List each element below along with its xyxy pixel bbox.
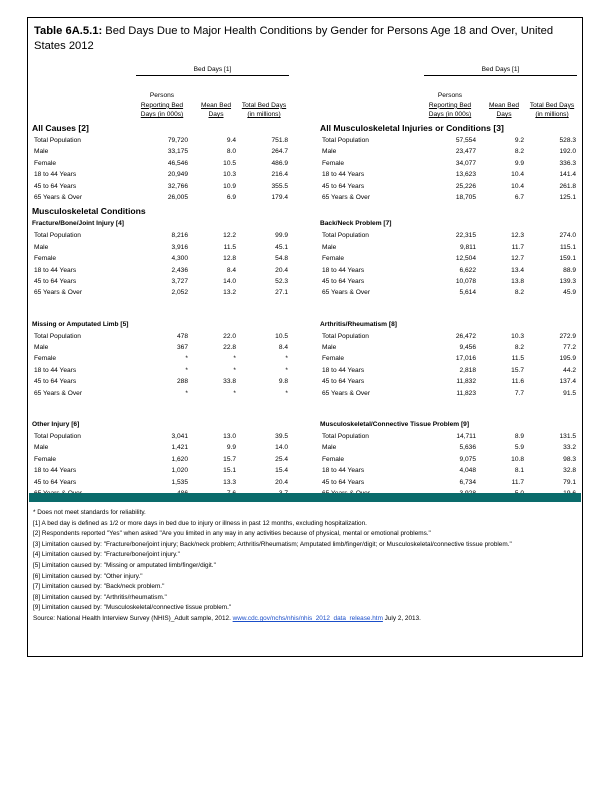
persons-value: 79,720 [167,137,188,144]
persons-value: 6,622 [459,266,476,274]
total-value: 91.5 [563,389,576,397]
table-row [32,181,292,192]
table-row [32,135,292,146]
table-row [320,465,580,476]
persons-value: * [185,366,188,374]
footnote: [6] Limitation caused by: "Other injury." [33,572,143,580]
persons-value: 18,705 [455,193,476,201]
total-value: 32.8 [563,467,576,475]
row-label: 18 to 44 Years [322,171,365,179]
total-value: 137.4 [559,378,576,386]
persons-value: 11,832 [456,378,476,386]
row-label: 45 to 64 Years [34,478,77,486]
row-label: 18 to 44 Years [322,266,365,274]
persons-value: 6,734 [459,478,476,486]
row-label: Male [34,148,49,156]
row-label: 65 Years & Over [34,289,83,297]
mean-value: 22.8 [223,344,236,352]
persons-value: 20,949 [167,171,188,179]
row-label: Total Population [322,332,369,340]
persons-value: 4,300 [171,255,188,263]
mean-value: 15.7 [223,455,236,463]
row-label: 18 to 44 Years [322,366,365,374]
total-value: 192.0 [559,148,576,156]
row-label: 65 Years & Over [322,289,371,297]
persons-value: 9,811 [459,243,476,251]
row-label: Total Population [322,232,369,240]
mean-value: * [233,355,236,363]
persons-value: 10,078 [455,277,476,285]
row-label: Male [322,243,337,251]
row-label: 45 to 64 Years [322,182,365,190]
total-value: 45.9 [563,289,576,297]
section-title: Musculoskeletal/Connective Tissue Problem [9] [320,421,470,429]
mean-value: 9.2 [514,137,524,144]
section-title: Arthritis/Rheumatism [8] [320,320,397,328]
table-row [32,342,292,353]
total-value: 39.5 [275,433,288,441]
mean-value: * [233,366,236,374]
mean-value: 7.7 [514,389,524,397]
mean-value: 10.9 [223,182,236,190]
row-label: 45 to 64 Years [322,378,365,386]
persons-value: 1,620 [171,455,188,463]
footnote-list [33,508,578,614]
total-value: * [285,366,288,374]
row-label: 65 Years & Over [322,193,371,201]
row-label: Female [34,159,56,167]
total-value: * [285,389,288,397]
table-row [32,465,292,476]
table-row [320,181,580,192]
total-value: 195.9 [559,355,576,363]
table-row [320,365,580,376]
mean-value: 6.9 [226,193,236,201]
footnote: [4] Limitation caused by: "Fracture/bone/joint injury." [33,551,180,559]
mean-value: 8.0 [226,148,236,156]
mean-value: 9.9 [514,159,524,167]
table-row [320,477,580,488]
row-label: 45 to 64 Years [34,378,77,386]
table-row [320,276,580,287]
mean-value: 11.7 [511,478,524,486]
right-table [320,66,580,499]
footnote: [2] Respondents reported "Yes" when asked "Are you limited in any way in any activities because of physical, mental or emotional problems." [33,530,431,538]
row-label: 18 to 44 Years [322,467,365,475]
header-mean: Mean Bed Days [488,101,520,119]
total-value: 15.4 [275,467,288,475]
total-value: 179.4 [271,193,288,201]
mean-value: 8.9 [514,433,524,441]
section-heading: Musculoskeletal Conditions [32,206,146,217]
header-total: Total Bed Days (in millions) [529,101,575,119]
group-header: Bed Days [1] [424,66,577,76]
table-row [32,158,292,169]
total-value: 115.1 [559,243,576,251]
footnote: [7] Limitation caused by: "Back/neck problem." [33,583,165,591]
table-row [320,454,580,465]
persons-value: 2,818 [459,366,476,374]
mean-value: 13.4 [511,266,524,274]
column-header [32,66,292,120]
row-label: 65 Years & Over [34,193,83,201]
mean-value: 6.7 [514,193,524,201]
persons-value: * [185,389,188,397]
mean-value: 15.7 [511,366,524,374]
mean-value: 13.8 [511,277,524,285]
persons-value: 5,614 [459,289,476,297]
row-label: 18 to 44 Years [34,266,77,274]
persons-value: 12,504 [455,255,476,263]
total-value: 272.9 [559,332,576,340]
mean-value: 14.0 [223,277,236,285]
table-row [32,376,292,387]
mean-value: 10.4 [511,182,524,190]
mean-value: 11.7 [511,243,524,251]
row-label: 18 to 44 Years [34,171,77,179]
persons-value: 11,823 [456,389,476,397]
row-label: Male [322,444,337,452]
table-row [320,169,580,180]
table-row [320,265,580,276]
table-row [320,135,580,146]
section-rows [320,135,580,203]
mean-value: 13.0 [223,433,236,441]
total-value: 44.2 [563,366,576,374]
persons-value: 2,052 [171,289,188,297]
mean-value: * [233,389,236,397]
persons-value: 3,041 [171,433,188,441]
section-rows [32,230,292,298]
persons-value: 5,636 [459,444,476,452]
persons-value: 9,075 [459,455,476,463]
section-title: Other Injury [6] [32,421,80,429]
persons-value: 9,456 [459,344,476,352]
table-row [32,169,292,180]
persons-value: 34,077 [455,159,476,167]
page-title [34,24,579,53]
mean-value: 12.8 [223,255,236,263]
row-label: Male [34,243,49,251]
persons-value: 32,766 [167,182,188,190]
row-label: Total Population [322,137,369,144]
persons-value: 2,436 [171,266,188,274]
column-header [320,66,580,120]
total-value: * [285,355,288,363]
total-value: 125.1 [559,193,576,201]
section-rows [32,135,292,203]
mean-value: 9.4 [226,137,236,144]
mean-value: 22.0 [223,332,236,340]
source-line: Source: National Health Interview Survey (NHIS)_Adult sample, 2012. www.cdc.gov/nchs/nhis/nhis_2012_data_release.htm July 2, 2013. [33,614,421,622]
table-row [32,276,292,287]
group-header: Bed Days [1] [136,66,289,76]
section-title: Missing or Amputated Limb [5] [32,320,129,328]
persons-value: 25,226 [455,182,476,190]
persons-value: 33,175 [167,148,188,156]
mean-value: 5.9 [514,444,524,452]
mean-value: 15.1 [223,467,236,475]
mean-value: 8.2 [514,344,524,352]
persons-value: 26,005 [167,193,188,201]
persons-value: 367 [176,344,188,352]
table-row [320,158,580,169]
row-label: Female [34,455,56,463]
header-total: Total Bed Days (in millions) [241,101,287,119]
total-value: 159.1 [559,255,576,263]
source-link[interactable]: www.cdc.gov/nchs/nhis/nhis_2012_data_release.htm [232,614,383,622]
total-value: 20.4 [275,266,288,274]
total-value: 52.3 [275,277,288,285]
table-row [320,287,580,298]
section-rows [320,331,580,399]
row-label: Male [322,344,337,352]
total-value: 27.1 [275,289,288,297]
footnote: [9] Limitation caused by: "Musculoskeletal/connective tissue problem." [33,604,232,612]
section-title: All Causes [2] [32,123,89,133]
mean-value: 8.4 [226,266,236,274]
mean-value: 13.3 [223,478,236,486]
footnote: [3] Limitation caused by: "Fracture/bone/joint injury; Back/neck problem; Arthritis/Rheumatism; Amputated limb/finger/digit; or Musculoskeletal/connective tissue problem." [33,540,512,548]
total-value: 88.9 [563,266,576,274]
table-row [32,146,292,157]
mean-value: 12.2 [223,232,236,240]
table-row [32,253,292,264]
total-value: 99.9 [275,232,288,240]
footnotes [33,508,578,625]
persons-value: 1,020 [171,467,188,475]
persons-value: 23,477 [455,148,476,156]
row-label: 18 to 44 Years [34,366,77,374]
row-label: Female [322,159,344,167]
persons-value: 14,711 [456,433,476,441]
total-value: 77.2 [563,344,576,352]
divider-bar [29,493,581,502]
persons-value: 8,216 [171,232,188,240]
persons-value: * [185,355,188,363]
row-label: Female [322,355,344,363]
table-row [32,331,292,342]
table-row [320,442,580,453]
row-label: Male [322,148,337,156]
table-number: Table 6A.5.1: [34,25,103,37]
mean-value: 10.3 [223,171,236,179]
mean-value: 10.8 [511,455,524,463]
row-label: 45 to 64 Years [322,277,365,285]
mean-value: 8.2 [514,289,524,297]
row-label: Total Population [34,332,81,340]
total-value: 14.0 [275,444,288,452]
mean-value: 10.5 [223,159,236,167]
table-row [32,192,292,203]
mean-value: 12.7 [511,255,524,263]
table-row [320,242,580,253]
row-label: Male [34,444,49,452]
total-value: 751.8 [271,137,288,144]
row-label: 18 to 44 Years [34,467,77,475]
table-row [32,388,292,399]
total-value: 486.9 [271,159,288,167]
table-row [32,365,292,376]
section-title: All Musculoskeletal Injuries or Conditions [3] [320,123,504,133]
total-value: 216.4 [271,171,288,179]
row-label: 45 to 64 Years [34,182,77,190]
persons-value: 1,421 [171,444,188,452]
mean-value: 8.2 [514,148,524,156]
table-row [32,242,292,253]
footnote: [5] Limitation caused by: "Missing or amputated limb/finger/digit." [33,561,216,569]
persons-value: 1,535 [171,478,188,486]
total-value: 98.3 [563,455,576,463]
total-value: 131.5 [559,433,576,441]
total-value: 141.4 [559,171,576,179]
total-value: 79.1 [563,478,576,486]
header-persons: Persons Reporting Bed Days (in 000s) [428,92,472,119]
table-row [320,376,580,387]
table-row [32,454,292,465]
total-value: 139.3 [559,277,576,285]
persons-value: 46,546 [167,159,188,167]
left-table [32,66,292,499]
mean-value: 12.3 [511,232,524,240]
section-rows [32,331,292,399]
section-rows [320,431,580,499]
section-rows [320,230,580,298]
total-value: 20.4 [275,478,288,486]
mean-value: 10.3 [511,332,524,340]
mean-value: 11.5 [511,355,524,363]
header-mean: Mean Bed Days [200,101,232,119]
table-row [320,192,580,203]
table-row [32,477,292,488]
section-title: Back/Neck Problem [7] [320,220,392,228]
persons-value: 3,916 [171,243,188,251]
mean-value: 11.5 [223,243,236,251]
total-value: 355.5 [271,182,288,190]
total-value: 25.4 [275,455,288,463]
persons-value: 22,315 [455,232,476,240]
total-value: 336.3 [559,159,576,167]
table-row [320,388,580,399]
footnote: [1] A bed day is defined as 1/2 or more days in bed due to injury or illness in past 12 months, excluding hospitalization. [33,519,367,527]
row-label: Total Population [322,433,369,441]
footnote: [8] Limitation caused by: "Arthritis/rheumatism." [33,593,167,601]
table-row [32,265,292,276]
total-value: 8.4 [278,344,288,352]
row-label: Female [34,255,56,263]
total-value: 528.3 [559,137,576,144]
row-label: Total Population [34,232,81,240]
persons-value: 4,048 [459,467,476,475]
persons-value: 26,472 [455,332,476,340]
row-label: Total Population [34,433,81,441]
row-label: Female [322,455,344,463]
table-row [32,431,292,442]
section-title: Fracture/Bone/Joint Injury [4] [32,220,124,228]
row-label: 45 to 64 Years [34,277,77,285]
persons-value: 57,554 [455,137,476,144]
footnote: * Does not meet standards for reliability. [33,509,146,516]
section-rows [32,431,292,499]
table-row [32,353,292,364]
total-value: 264.7 [271,148,288,156]
mean-value: 8.1 [514,467,524,475]
table-row [320,331,580,342]
table-row [32,287,292,298]
persons-value: 288 [176,378,188,386]
persons-value: 17,016 [455,355,476,363]
row-label: 45 to 64 Years [322,478,365,486]
table-row [320,230,580,241]
row-label: Female [322,255,344,263]
table-row [320,342,580,353]
table-row [320,431,580,442]
table-row [32,230,292,241]
persons-value: 478 [176,332,188,340]
persons-value: 3,727 [171,277,188,285]
header-persons: Persons Reporting Bed Days (in 000s) [140,92,184,119]
mean-value: 11.6 [511,378,524,386]
mean-value: 10.4 [511,171,524,179]
persons-value: 13,623 [455,171,476,179]
total-value: 45.1 [275,243,288,251]
row-label: Female [34,355,56,363]
mean-value: 33.8 [223,378,236,386]
total-value: 274.0 [559,232,576,240]
total-value: 9.8 [278,378,288,386]
table-row [320,146,580,157]
table-title-text: Bed Days Due to Major Health Conditions by Gender for Persons Age 18 and Over, United States 2012 [34,25,554,52]
table-row [320,253,580,264]
total-value: 261.8 [559,182,576,190]
total-value: 54.8 [275,255,288,263]
total-value: 10.5 [275,332,288,340]
row-label: 65 Years & Over [322,389,371,397]
total-value: 33.2 [563,444,576,452]
table-row [32,442,292,453]
mean-value: 9.9 [226,444,236,452]
row-label: Total Population [34,137,81,144]
table-row [320,353,580,364]
row-label: 65 Years & Over [34,389,83,397]
row-label: Male [34,344,49,352]
mean-value: 13.2 [223,289,236,297]
